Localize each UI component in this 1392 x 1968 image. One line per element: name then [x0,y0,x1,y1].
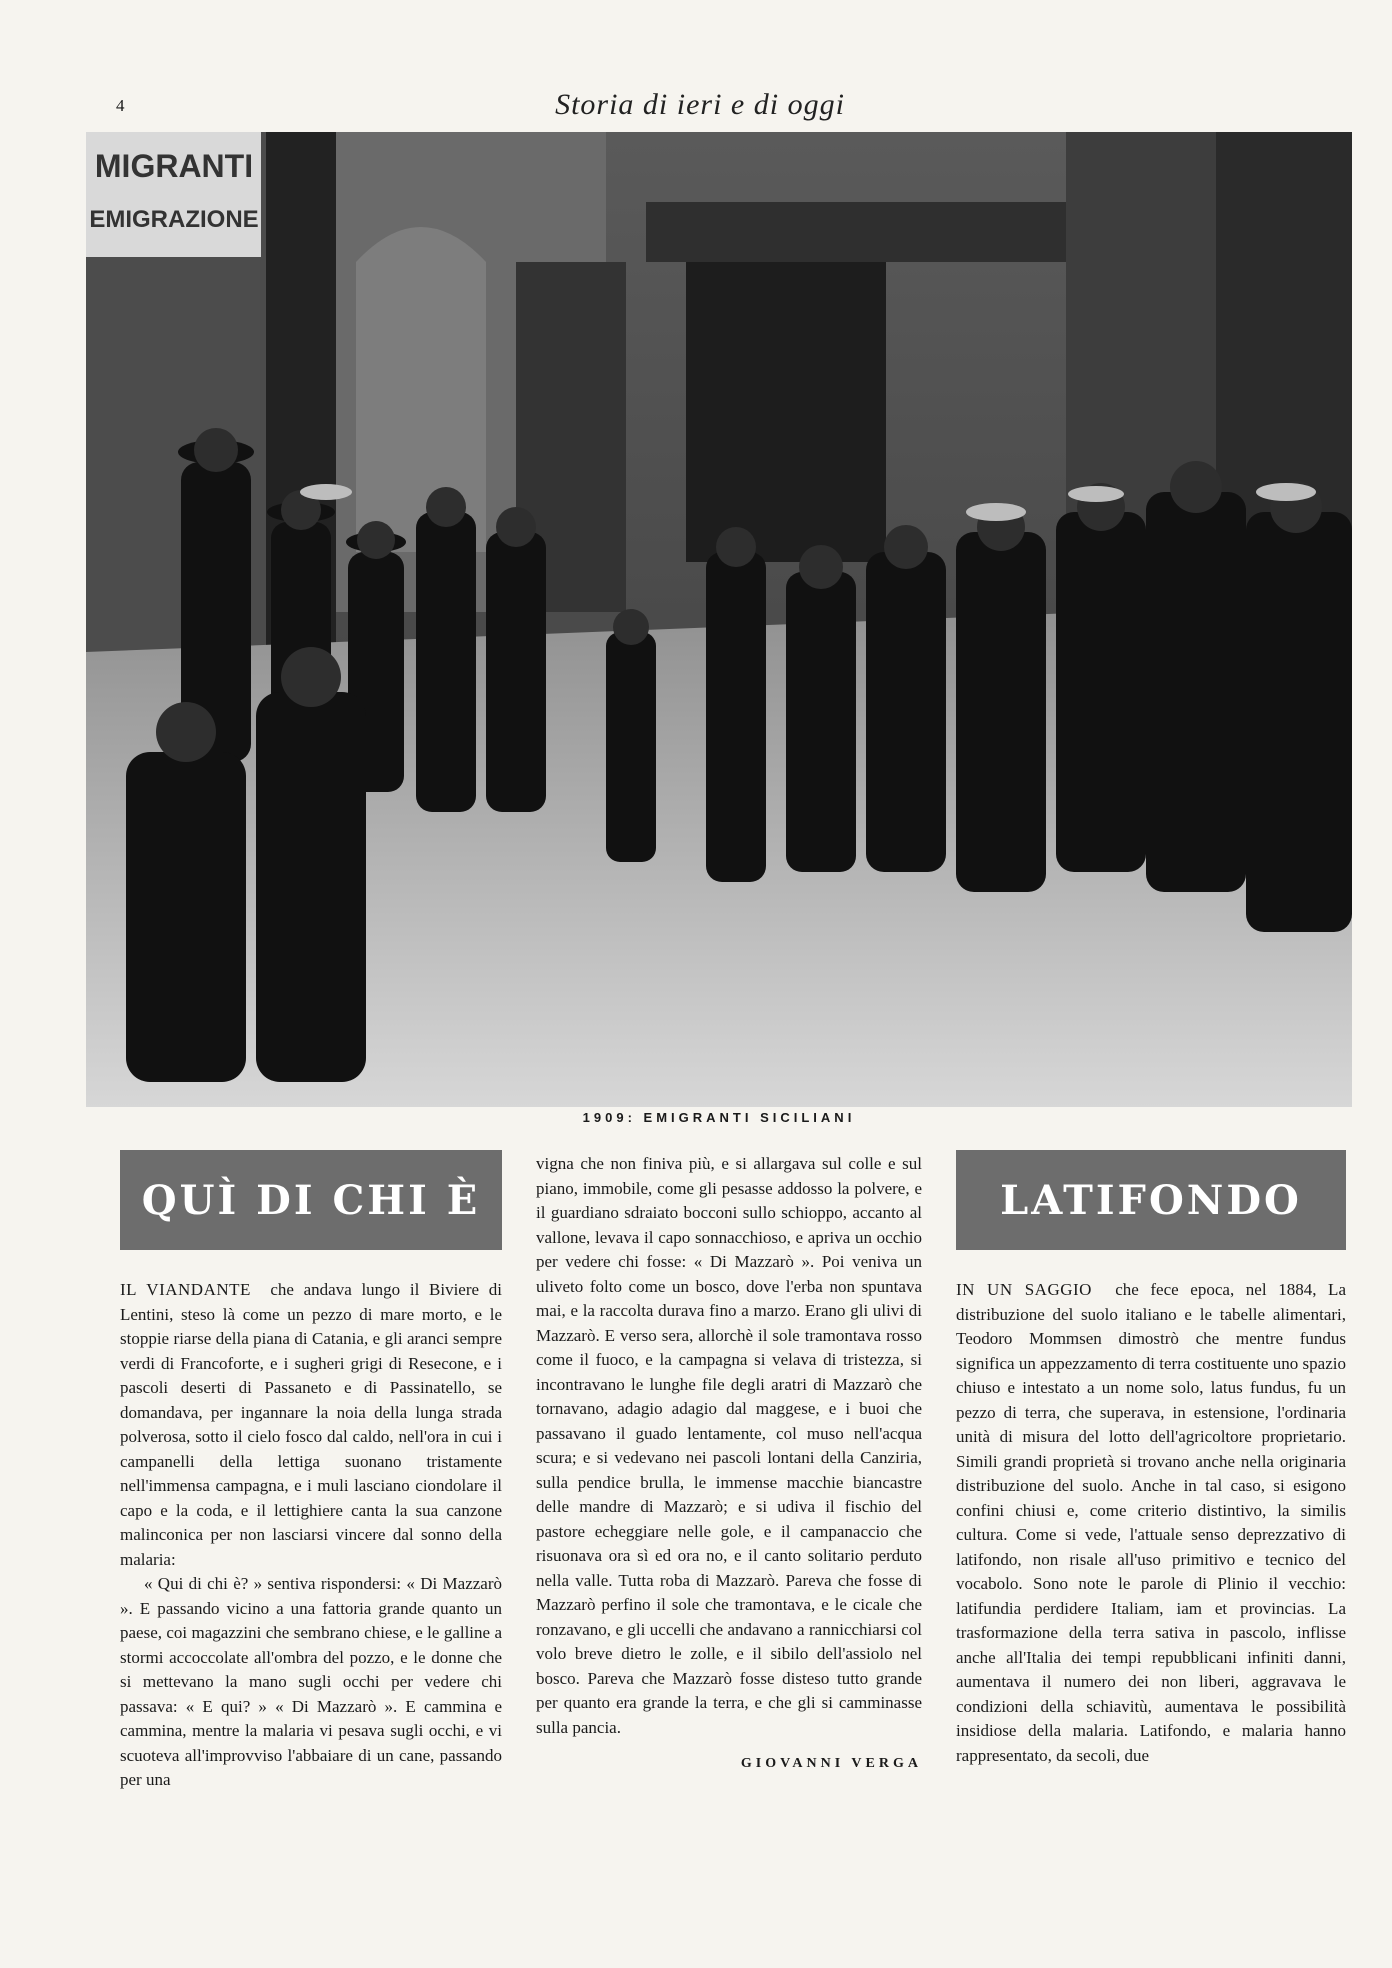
right-paragraph [956,1278,1346,1768]
sign-text-1: MIGRANTI [94,148,254,184]
sign-text-2: EMIGRAZIONE [89,206,259,233]
right-lead: IN UN SAGGIO [956,1280,1092,1299]
emigrants-photo [86,132,1352,1107]
right-paragraph-text: che fece epoca, nel 1884, La distribuzione del suolo italiano e le tabelle alimentari, Teodoro Mommsen dimostrò che mentre fundus significa un appezzamento di terra costituente uno spazio chiuso e intestato a un nome solo, latus fundus, fu un pezzo di terra, che superava, in estensione, l'ordinaria unità di misura del lotto dell'agricoltore proprietario. Simili grandi proprietà si trovano anche nella originaria distribuzione del suolo. Anche in tal caso, si esigono confini chiusi e, come criterio distintivo, la similis cultura. Come si vede, l'attuale senso deprezzativo di latifondo, non risale all'uso primitivo e tecnico del vocabolo. Sono note le parole di Plinio il vecchio: latifundia perdidere Italiam, iam et provincias. La trasformazione della terra sativa in pascolo, inflisse anche all'Italia dei tempi repubblicani infiniti danni, aumentava il numero dei non liberi, aggravava le condizioni della schiavitù, aumentava le possibilità insidiose della malaria. Latifondo, e malaria hanno rappresentato, da secoli, due [956,1280,1346,1765]
left-article-title: QUÌ DI CHI È [141,1176,481,1224]
photo-caption: 1909: EMIGRANTI SICILIANI [582,1110,856,1125]
page-number: 4 [116,96,125,115]
middle-paragraph: vigna che non finiva più, e si allargava sul colle e sul piano, immobile, come gli pesasse addosso la polvere, e il guardiano sdraiato bocconi sullo schioppo, accanto al vallone, levava il capo sonnacchioso, e apriva un occhio per vedere chi fosse: « Di Mazzarò ». Poi veniva un uliveto folto come un bosco, dove l'erba non spuntava mai, e la raccolta durava fino a marzo. Erano gli ulivi di Mazzarò. E verso sera, allorchè il sole tramontava rosso come il fuoco, e la campagna si velava di tristezza, si incontravano le lunghe file degli aratri di Mazzarò che tornavano, adagio adagio dal maggese, e i buoi che passavano il guado lentamente, col muso nell'acqua scura; e si vedevano nei pascoli lontani della Canziria, sulla pendice brulla, le immense macchie biancastre delle mandre di Mazzarò; e si udiva il fischio del pastore echeggiare nelle gole, e il campanaccio che risuonava ora sì ed ora no, e il canto solitario perduto nella valle. Tutta roba di Mazzarò. Pareva che fosse di Mazzarò perfino il sole che tramontava, e le cicale che ronzavano, e gli uccelli che andavano a rannicchiarsi col volo breve dietro le zolle, e il sibilo dell'assiolo nel bosco. Pareva che Mazzarò fosse disteso tutto grande per quanto era grande la terra, e che gli si camminasse sulla pancia. [536,1154,922,1737]
right-title-box [956,1150,1346,1250]
left-title-box [120,1150,502,1250]
left-paragraph-1 [120,1278,502,1572]
running-title: Storia di ieri e di oggi [555,88,845,121]
left-paragraph-1-text: che andava lungo il Biviere di Lentini, steso là come un pezzo di mare morto, e le stoppie riarse della piana di Catania, e gli aranci sempre verdi di Francoforte, e i sugheri grigi di Resecone, e i pascoli deserti di Passaneto e di Passinatello, se domandava, per ingannare la noia della lunga strada polverosa, sotto il cielo fosco dal caldo, nell'ora in cui i campanelli della lettiga suonano tristamente nell'immensa campagna, e i muli lasciano ciondolare il capo e la coda, e il lettighiere canta la sua canzone malinconica per non lasciarsi vincere dal sonno della malaria: [120,1280,502,1569]
right-article-title: LATIFONDO [1000,1176,1302,1224]
left-column [120,1278,502,1793]
right-column [956,1278,1346,1768]
middle-column [536,1152,922,1777]
left-lead: IL VIANDANTE [120,1280,251,1299]
left-paragraph-2: « Qui di chi è? » sentiva rispondersi: « Di Mazzarò ». E passando vicino a una fattoria grande quanto un paese, coi magazzini che sembrano chiese, e le galline a stormi accoccolate all'ombra del pozzo, e le donne che si mettevano la mano sugli occhi per vedere chi passava: « E qui? » « Di Mazzarò ». E cammina e cammina, mentre la malaria vi pesava sugli occhi, e vi scuoteva all'improvviso l'abbaiare di un cane, passando per una [120,1574,502,1789]
author-signature: GIOVANNI VERGA [740,1756,922,1771]
